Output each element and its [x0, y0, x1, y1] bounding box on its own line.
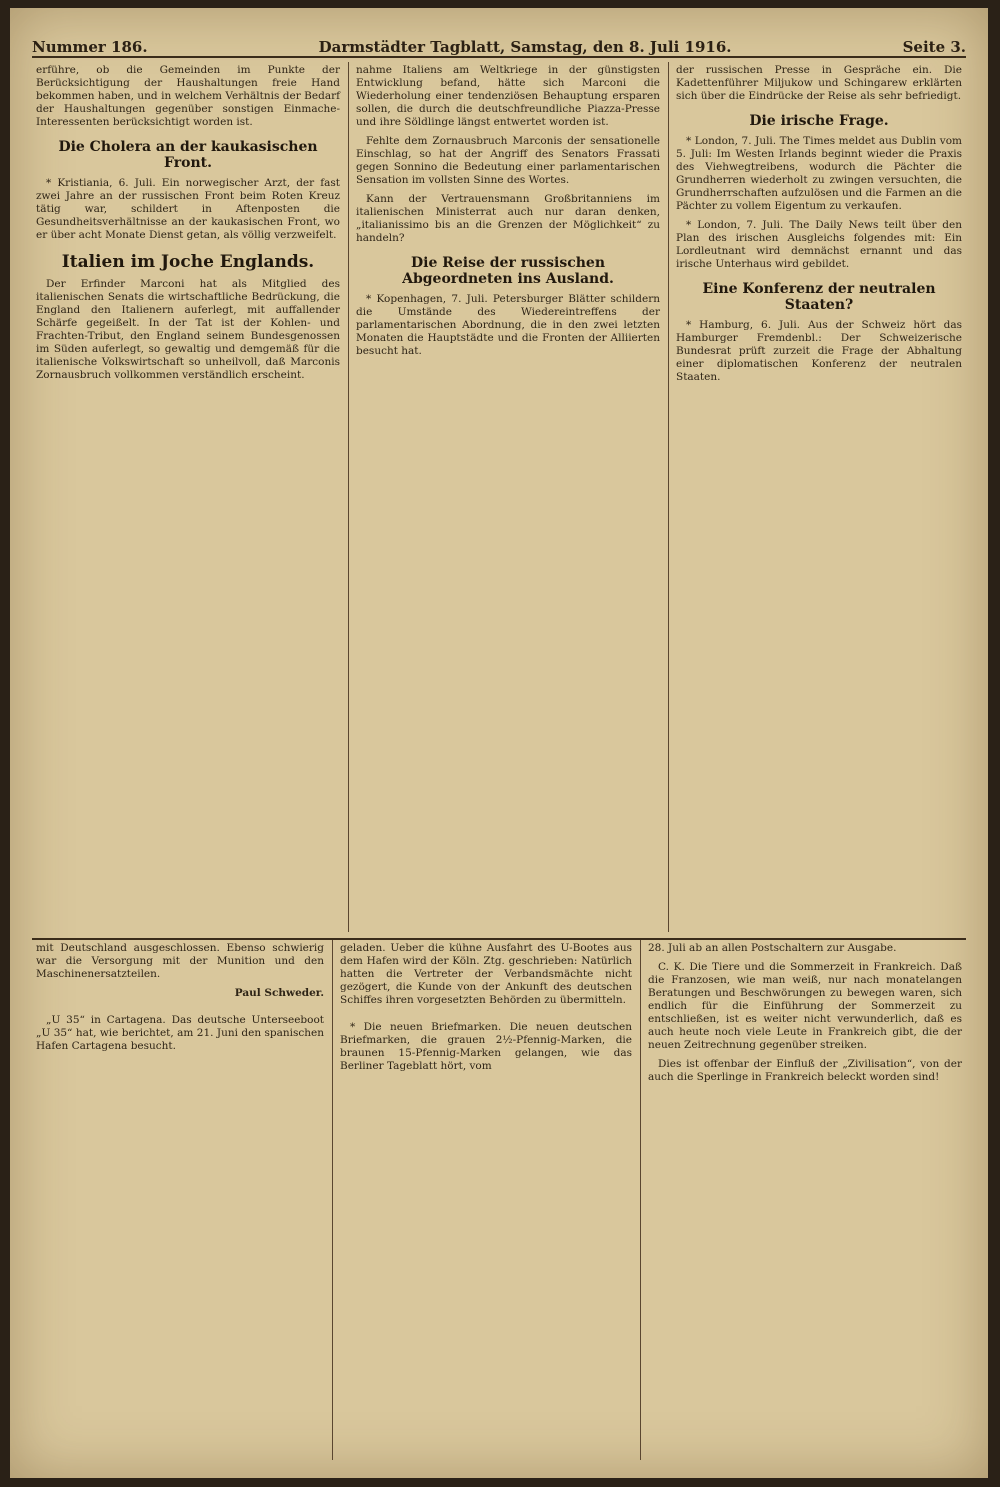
page-number-label: Nummer 186. [32, 38, 148, 56]
article-text: * London, 7. Juli. The Daily News teilt über den Plan des irischen Ausgleichs folgendes mit: Ein Lordleutnant wird demnächst ernannt und das irische Unterhaus wird gebildet. [676, 219, 962, 270]
headline-italien: Italien im Joche Englands. [61, 252, 315, 272]
article-text: 28. Juli ab an allen Postschaltern zur Ausgabe. [648, 942, 897, 954]
article-text: * Die neuen Briefmarken. Die neuen deutschen Briefmarken, die grauen 2½-Pfennig-Marken, die braunen 15-Pfennig-Marken gelangen, wie das Berliner Tageblatt hört, vom [340, 1021, 632, 1072]
newspaper-page [10, 8, 988, 1478]
upper-column-1 [32, 62, 344, 932]
lower-column-3 [644, 940, 966, 1460]
article-text: erführe, ob die Gemeinden im Punkte der Berücksichtigung der Haushaltungen freie Hand bekommen haben, und in welchem Verhältnis der Bedarf der Haushaltungen gegenüber sonstigen Einmache-Interessenten berücksichtigt worden ist. [36, 64, 340, 128]
spacer [340, 1013, 632, 1021]
headline-irische-frage: Die irische Frage. [749, 113, 889, 129]
newspaper-title-date: Darmstädter Tagblatt, Samstag, den 8. Juli 1916. [318, 38, 732, 56]
article-text: * Kopenhagen, 7. Juli. Petersburger Blätter schildern die Umstände des Wiedereintreffens der parlamentarischen Abordnung, die in den zwei letzten Monaten die Hauptstädte und die Fronten der Alliierten besucht hat. [356, 293, 660, 357]
article-text: * Hamburg, 6. Juli. Aus der Schweiz hört das Hamburger Fremdenbl.: Der Schweizerische Bundesrat prüft zurzeit die Frage der Abhaltung einer diplomatischen Konferenz der neutralen Staaten. [676, 319, 962, 383]
headline-cholera: Die Cholera an der kaukasischen Front. [58, 139, 318, 171]
article-text: der russischen Presse in Gespräche ein. Die Kadettenführer Miljukow und Schingarew erklärten sich über die Eindrücke der Reise als sehr befriedigt. [676, 64, 962, 102]
article-text: geladen. Ueber die kühne Ausfahrt des U-Bootes aus dem Hafen wird der Köln. Ztg. geschrieben: Natürlich hatten die Vertreter der Verbandsmächte nicht gezögert, die Kunde von der Ankunft des deutschen Schiffes ihren vorgesetzten Behörden zu übermitteln. [340, 942, 632, 1006]
article-text: * Kristiania, 6. Juli. Ein norwegischer Arzt, der fast zwei Jahre an der russischen Front beim Roten Kreuz tätig war, schildert in Aftenposten die Gesundheitsverhältnisse an der kaukasischen Front, wo er über acht Monate Dienst getan, als völlig verzweifelt. [36, 177, 340, 241]
article-text: Fehlte dem Zornausbruch Marconis der sensationelle Einschlag, so hat der Angriff des Senators Frassati gegen Sonnino die Bedeutung einer parlamentarischen Sensation im vollsten Sinne des Wortes. [356, 135, 660, 186]
upper-column-2 [352, 62, 664, 932]
column-rule [348, 62, 349, 932]
article-text: mit Deutschland ausgeschlossen. Ebenso schwierig war die Versorgung mit der Munition und den Maschinenersatzteilen. [36, 942, 324, 980]
headline-konferenz: Eine Konferenz der neutralen Staaten? [702, 281, 936, 313]
article-text: Kann der Vertrauensmann Großbritanniens im italienischen Ministerrat auch nur daran denken, „italianissimo bis an die Grenzen der Möglichkeit“ zu handeln? [356, 193, 660, 244]
headline-reise: Die Reise der russischen Abgeordneten ins Ausland. [402, 255, 614, 287]
article-text: C. K. Die Tiere und die Sommerzeit in Frankreich. Daß die Franzosen, wie man weiß, nur nach monatelangen Beratungen und Beschwörungen zu bewegen waren, sich endlich für die Einführung der Sommerzeit zu entschließen, ist es weiter nicht verwunderlich, daß es auch heute noch viele Leute in Frankreich gibt, die der neuen Zeitrechnung gegenüber streiken. [648, 961, 962, 1051]
lower-column-2 [336, 940, 636, 1460]
page-side-label: Seite 3. [902, 38, 966, 56]
upper-column-3 [672, 62, 966, 932]
spacer [36, 1006, 324, 1014]
column-rule [668, 62, 669, 932]
article-text: „U 35“ in Cartagena. Das deutsche Unterseeboot „U 35“ hat, wie berichtet, am 21. Juni den spanischen Hafen Cartagena besucht. [36, 1014, 324, 1052]
article-text: nahme Italiens am Weltkriege in der günstigsten Entwicklung befand, hätte sich Marconi die Wiederholung einer tendenziösen Behauptung ersparen sollen, die durch die deutschfreundliche Piazza-Presse und ihre Söldlinge längst entwertet worden ist. [356, 64, 660, 128]
column-rule [332, 940, 333, 1460]
article-text: * London, 7. Juli. The Times meldet aus Dublin vom 5. Juli: Im Westen Irlands beginnt wieder die Praxis des Viehwegtreibens, wodurch die Pächter die Grundherren wiederholt zu zwingen versuchten, die Grundherrschaften aufzulösen und die Farmen an die Pächter zu vollem Eigentum zu verkaufen. [676, 135, 962, 212]
article-signature: Paul Schweder. [234, 987, 324, 999]
lower-column-1 [32, 940, 328, 1460]
upper-section [32, 62, 966, 932]
lower-section [32, 938, 966, 1460]
article-text: Dies ist offenbar der Einfluß der „Zivilisation“, von der auch die Sperlinge in Frankreich beleckt worden sind! [648, 1058, 962, 1083]
column-rule [640, 940, 641, 1460]
masthead [32, 30, 966, 58]
article-text: Der Erfinder Marconi hat als Mitglied des italienischen Senats die wirtschaftliche Bedrückung, die England den Italienern auferlegt, mit auffallender Schärfe gegeißelt. In der Tat ist der Kohlen- und Frachten-Tribut, den England seinem Bundesgenossen im Süden auferlegt, so gewaltig und demgemäß für die italienische Volkswirtschaft so unheilvoll, daß Marconis Zornausbruch vollkommen verständlich erscheint. [36, 278, 340, 381]
